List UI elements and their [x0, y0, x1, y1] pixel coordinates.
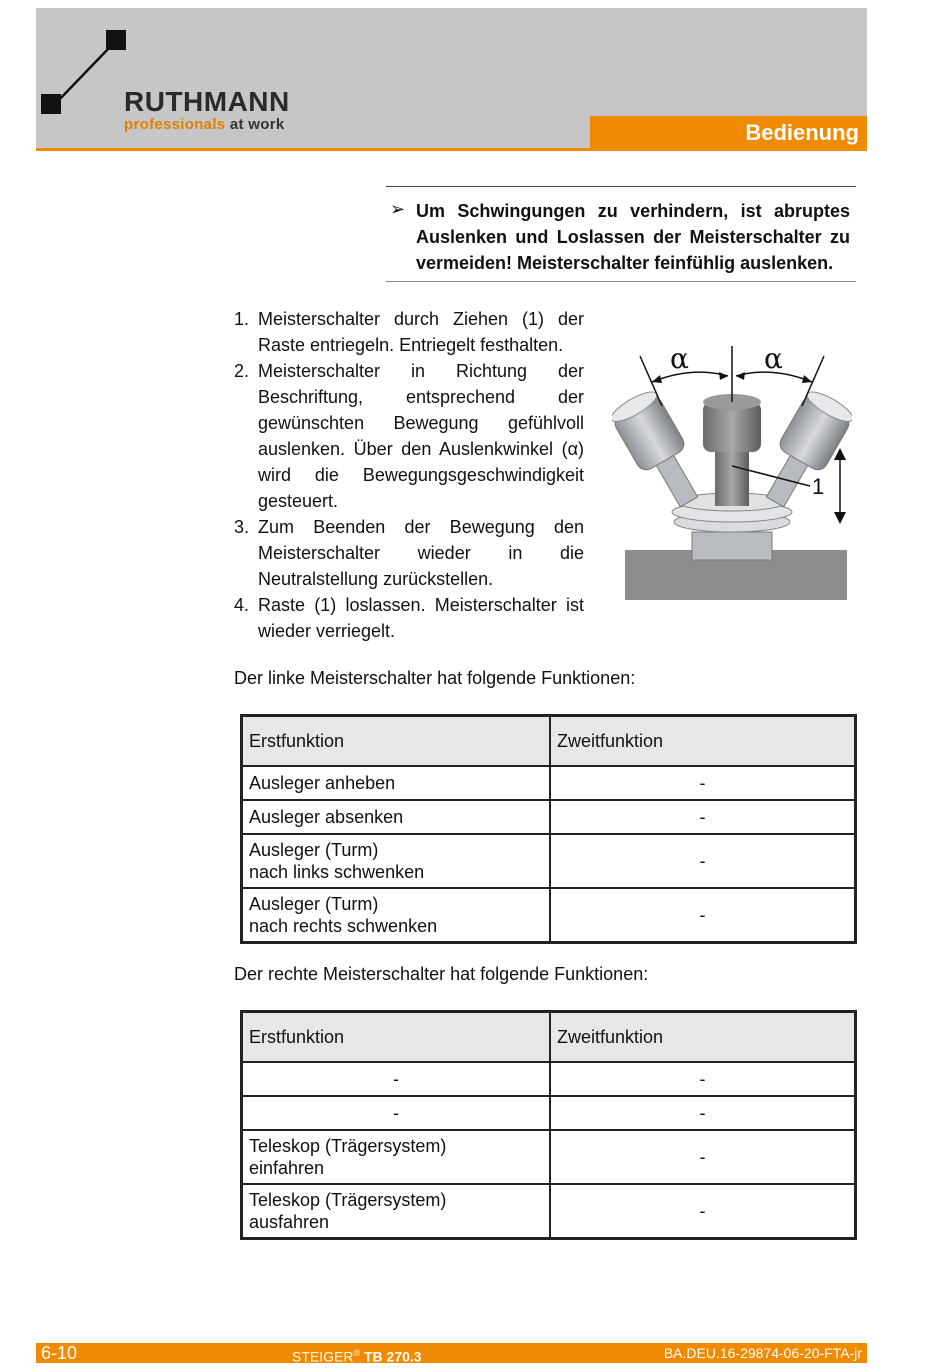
cell-line: Teleskop (Trägersystem)	[249, 1190, 447, 1210]
cell-line: ausfahren	[249, 1212, 330, 1232]
cell-second: -	[550, 888, 856, 943]
cell-second: -	[550, 1062, 856, 1096]
alpha-right-label: α	[764, 342, 783, 375]
step-number: 4.	[234, 595, 250, 615]
cell-second: -	[550, 800, 856, 834]
alpha-left-label: α	[670, 342, 689, 375]
model-label	[292, 1345, 422, 1365]
page-footer	[36, 1343, 867, 1363]
step-1	[234, 306, 584, 358]
warning-note	[386, 186, 856, 282]
cell-second: -	[550, 766, 856, 800]
table-row	[242, 1184, 856, 1239]
header-second: Zweitfunktion	[550, 716, 856, 767]
left-function-table	[240, 714, 857, 944]
tagline-part1: professionals	[124, 116, 226, 133]
cell-first: -	[242, 1096, 551, 1130]
model-name: TB 270.3	[364, 1348, 422, 1365]
registered-mark: ®	[353, 1348, 361, 1358]
step-text: Raste (1) loslassen. Meisterschalter ist wieder verriegelt.	[258, 595, 584, 641]
document-id: BA.DEU.16-29874-06-20-FTA-jr	[663, 1345, 862, 1361]
page-number: 6-10	[41, 1343, 78, 1363]
step-number: 1.	[234, 309, 250, 329]
cell-first: -	[242, 1062, 551, 1096]
right-intro: Der rechte Meisterschalter hat folgende Funktionen:	[234, 964, 649, 984]
cell-line: nach links schwenken	[249, 862, 425, 882]
table-header-row	[242, 1012, 856, 1063]
cell-line: Ausleger (Turm)	[249, 894, 379, 914]
warning-text: Um Schwingungen zu verhindern, ist abruptes Auslenken und Loslassen der Meisterschalter zu vermeiden! Meisterschalter feinfühlig auslenken.	[416, 201, 850, 273]
instruction-steps	[234, 306, 584, 644]
callout-label: 1	[812, 474, 825, 499]
cell-line: Ausleger (Turm)	[249, 840, 379, 860]
section-title: Bedienung	[590, 116, 867, 149]
cell-first	[242, 888, 551, 943]
header-second: Zweitfunktion	[550, 1012, 856, 1063]
table-header-row	[242, 716, 856, 767]
table-row	[242, 1062, 856, 1096]
header-first: Erstfunktion	[242, 1012, 551, 1063]
table-row	[242, 800, 856, 834]
header-divider	[36, 148, 867, 151]
bullet-arrow-icon: ➢	[390, 199, 406, 219]
table-row	[242, 1130, 856, 1184]
cell-first	[242, 1130, 551, 1184]
step-text: Meisterschalter durch Ziehen (1) der Raste entriegeln. Entriegelt festhalten.	[258, 309, 584, 355]
table-row	[242, 766, 856, 800]
ruthmann-logo-icon	[36, 8, 136, 128]
step-3	[234, 514, 584, 592]
model-prefix: STEIGER	[292, 1348, 354, 1365]
brand-tagline	[124, 117, 285, 133]
cell-second: -	[550, 834, 856, 888]
cell-second: -	[550, 1096, 856, 1130]
step-text: Zum Beenden der Bewegung den Meisterschalter wieder in die Neutralstellung zurückstellen.	[258, 517, 584, 589]
step-number: 3.	[234, 517, 250, 537]
brand-name: RUTHMANN	[124, 86, 290, 117]
left-intro: Der linke Meisterschalter hat folgende Funktionen:	[234, 668, 636, 688]
step-number: 2.	[234, 361, 250, 381]
cell-first: Ausleger absenken	[242, 800, 551, 834]
cell-second: -	[550, 1184, 856, 1239]
cell-first	[242, 834, 551, 888]
cell-second: -	[550, 1130, 856, 1184]
table-row	[242, 1096, 856, 1130]
tagline-part2: at work	[229, 116, 285, 133]
step-4	[234, 592, 584, 644]
joystick-illustration	[612, 336, 852, 606]
table-row	[242, 888, 856, 943]
cell-first	[242, 1184, 551, 1239]
cell-line: einfahren	[249, 1158, 325, 1178]
header-first: Erstfunktion	[242, 716, 551, 767]
step-2	[234, 358, 584, 514]
step-text: Meisterschalter in Richtung der Beschriftung, entsprechend der gewünschten Bewegung gefühlvoll auslenken. Über den Auslenkwinkel (α) wird die Bewegungsgeschwindigkeit gesteuert.	[258, 361, 584, 511]
table-row	[242, 834, 856, 888]
cell-first: Ausleger anheben	[242, 766, 551, 800]
right-function-table	[240, 1010, 857, 1240]
cell-line: Teleskop (Trägersystem)	[249, 1136, 447, 1156]
cell-line: nach rechts schwenken	[249, 916, 438, 936]
